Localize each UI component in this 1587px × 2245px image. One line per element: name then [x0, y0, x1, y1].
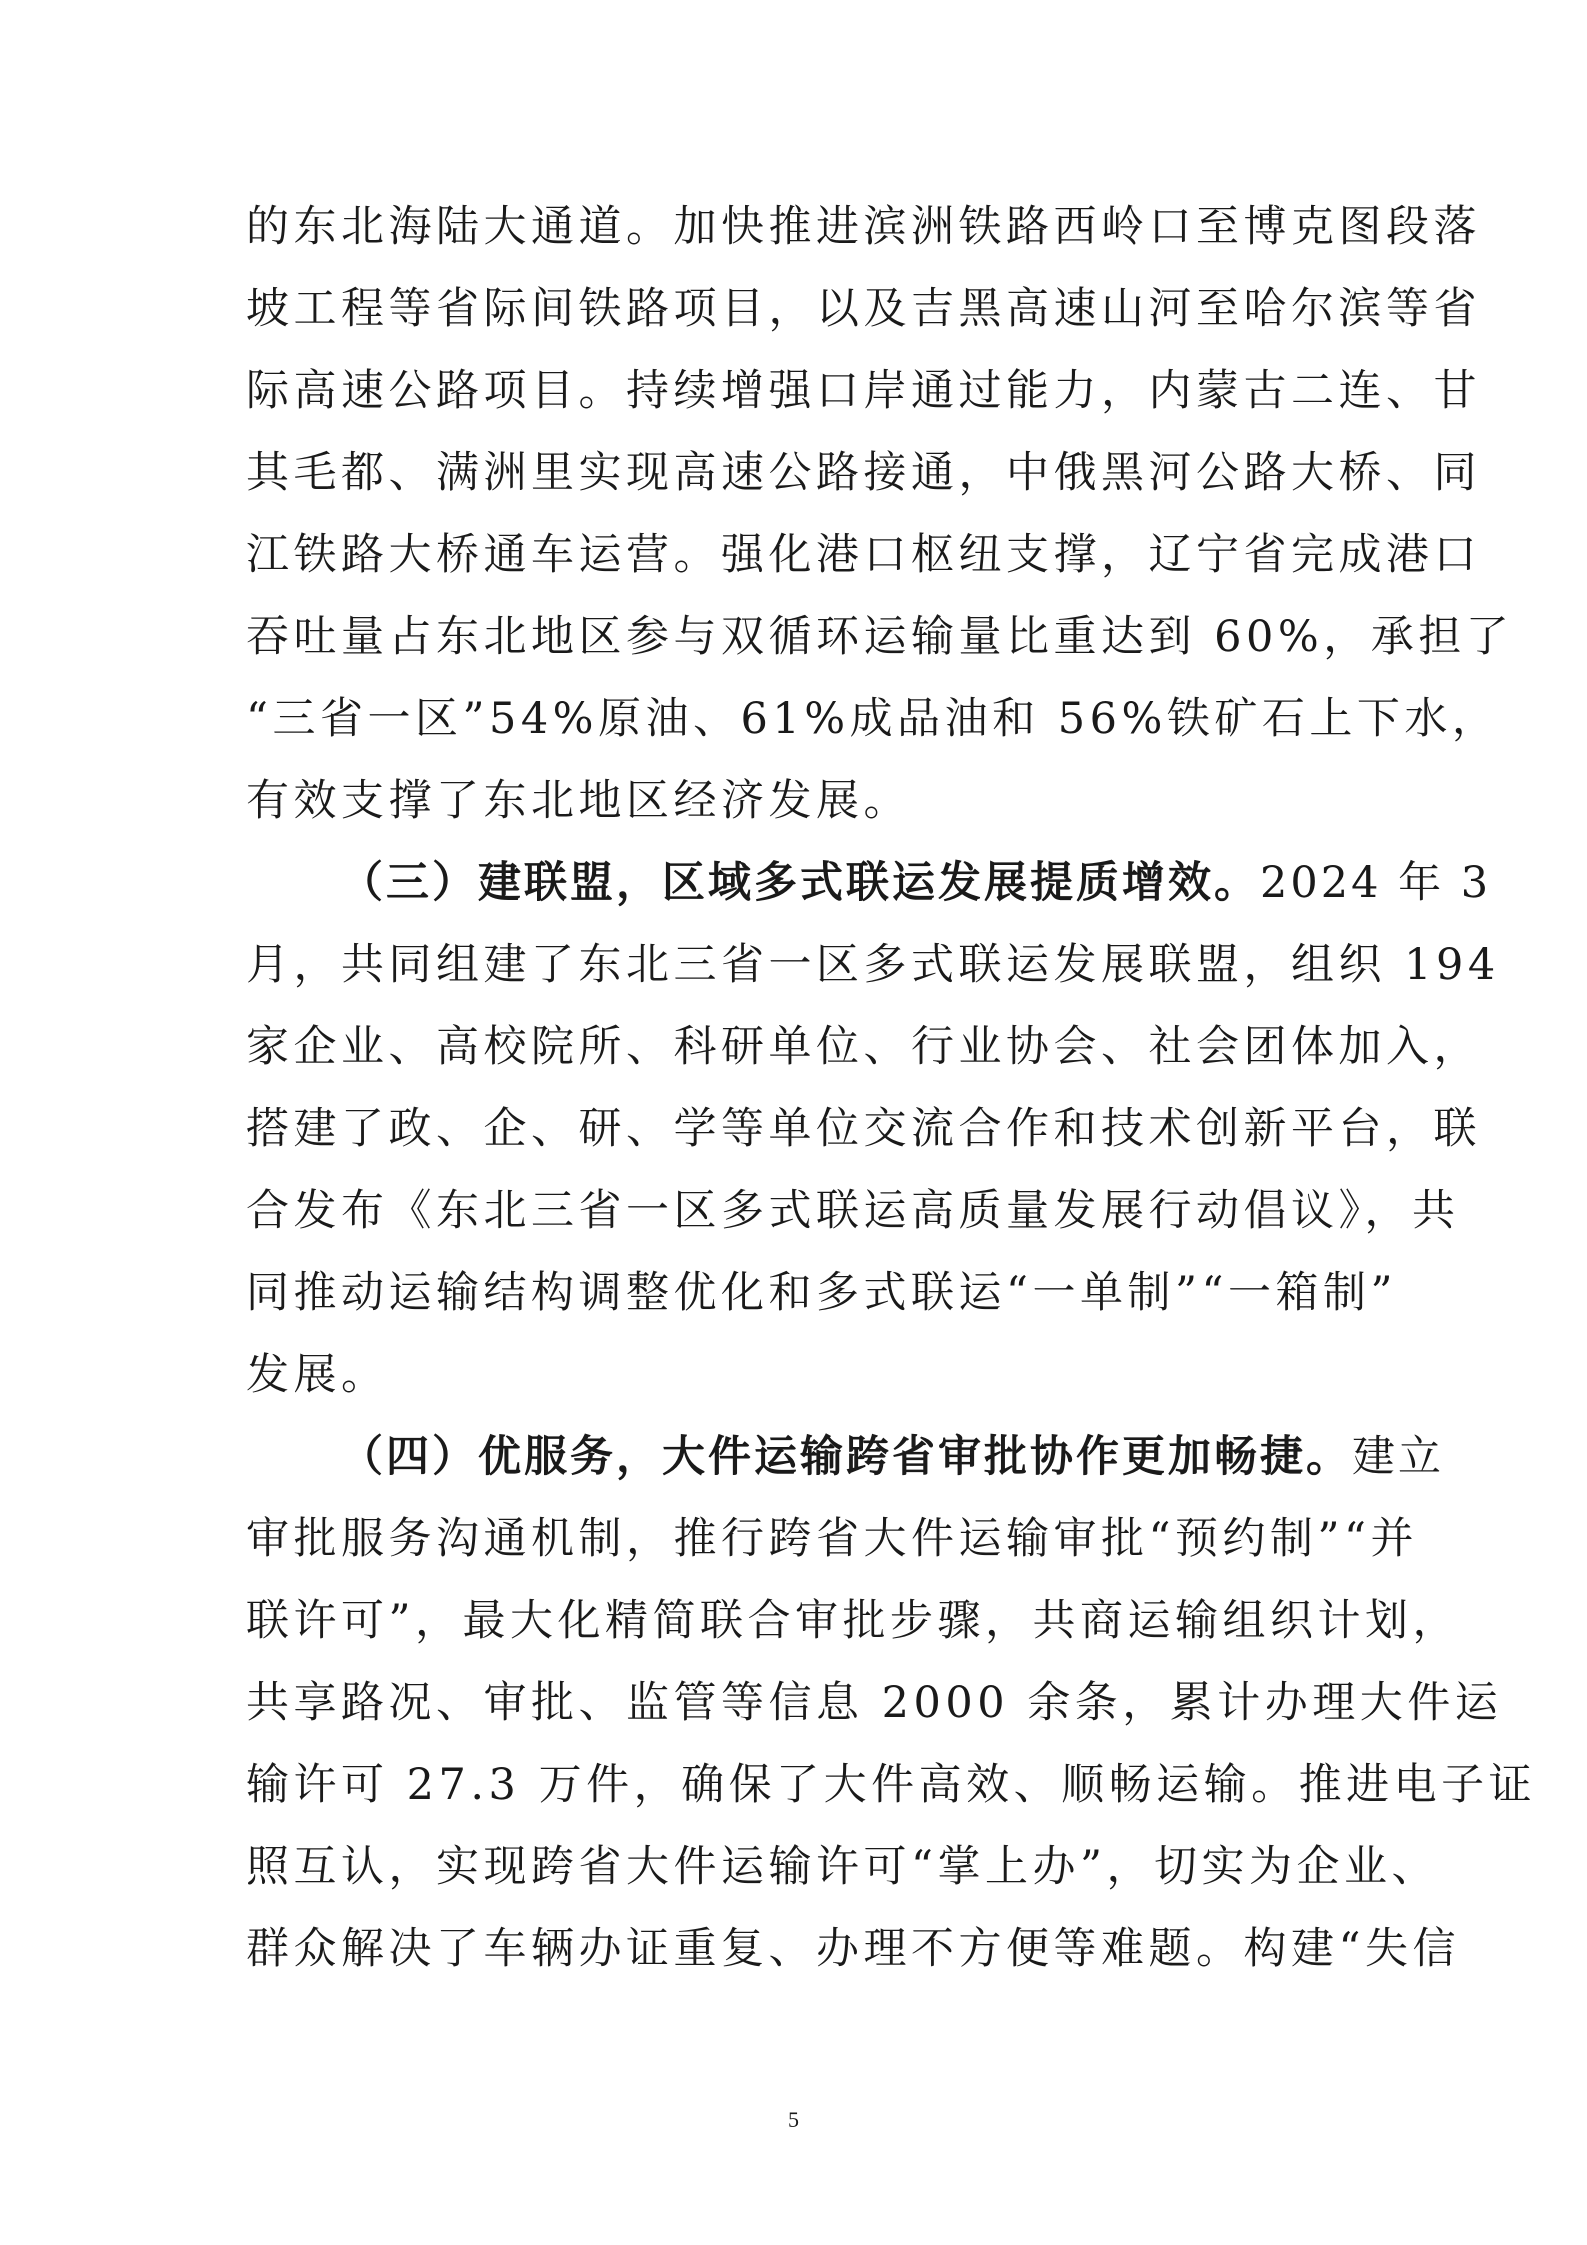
- paragraph-line: 合发布《东北三省一区多式联运高质量发展行动倡议》，共: [246, 1186, 1460, 1236]
- page-number: 5: [788, 2107, 799, 2132]
- paragraph-line: 审批服务沟通机制，推行跨省大件运输审批“预约制”“并: [246, 1514, 1418, 1564]
- section-4-first-line: [340, 1427, 1444, 1487]
- section-4-heading: （四）优服务，大件运输跨省审批协作更加畅捷。: [340, 1432, 1352, 1482]
- section-3-heading: （三）建联盟，区域多式联运发展提质增效。: [340, 858, 1260, 908]
- paragraph-line: 发展。: [246, 1350, 389, 1400]
- paragraph-line: 联许可”，最大化精简联合审批步骤，共商运输组织计划，: [246, 1596, 1460, 1646]
- section-3-first-line-rest: 2024 年 3: [1260, 858, 1492, 908]
- paragraph-line: 有效支撑了东北地区经济发展。: [246, 776, 911, 826]
- paragraph-line: 搭建了政、企、研、学等单位交流合作和技术创新平台，联: [246, 1104, 1481, 1154]
- section-3-first-line: [340, 853, 1492, 913]
- paragraph-line: 照互认，实现跨省大件运输许可“掌上办”，切实为企业、: [246, 1842, 1439, 1892]
- paragraph-line: “三省一区”54%原油、61%成品油和 56%铁矿石上下水，: [246, 694, 1500, 744]
- paragraph-line: 共享路况、审批、监管等信息 2000 余条，累计办理大件运: [246, 1678, 1503, 1728]
- paragraph-line: 吞吐量占东北地区参与双循环运输量比重达到 60%，承担了: [246, 612, 1514, 662]
- paragraph-line: 家企业、高校院所、科研单位、行业协会、社会团体加入，: [246, 1022, 1481, 1072]
- paragraph-line: 其毛都、满洲里实现高速公路接通，中俄黑河公路大桥、同: [246, 448, 1481, 498]
- paragraph-line: 江铁路大桥通车运营。强化港口枢纽支撑，辽宁省完成港口: [246, 530, 1481, 580]
- paragraph-line: 月，共同组建了东北三省一区多式联运发展联盟，组织 194: [246, 940, 1500, 990]
- paragraph-line: 群众解决了车辆办证重复、办理不方便等难题。构建“失信: [246, 1924, 1460, 1974]
- paragraph-line: 输许可 27.3 万件，确保了大件高效、顺畅运输。推进电子证: [246, 1760, 1537, 1810]
- paragraph-line: 坡工程等省际间铁路项目，以及吉黑高速山河至哈尔滨等省: [246, 284, 1481, 334]
- paragraph-line: 际高速公路项目。持续增强口岸通过能力，内蒙古二连、甘: [246, 366, 1481, 416]
- paragraph-line: 同推动运输结构调整优化和多式联运“一单制”“一箱制”: [246, 1268, 1397, 1318]
- paragraph-line: 的东北海陆大通道。加快推进滨洲铁路西岭口至博克图段落: [246, 202, 1481, 252]
- section-4-first-line-rest: 建立: [1352, 1432, 1444, 1482]
